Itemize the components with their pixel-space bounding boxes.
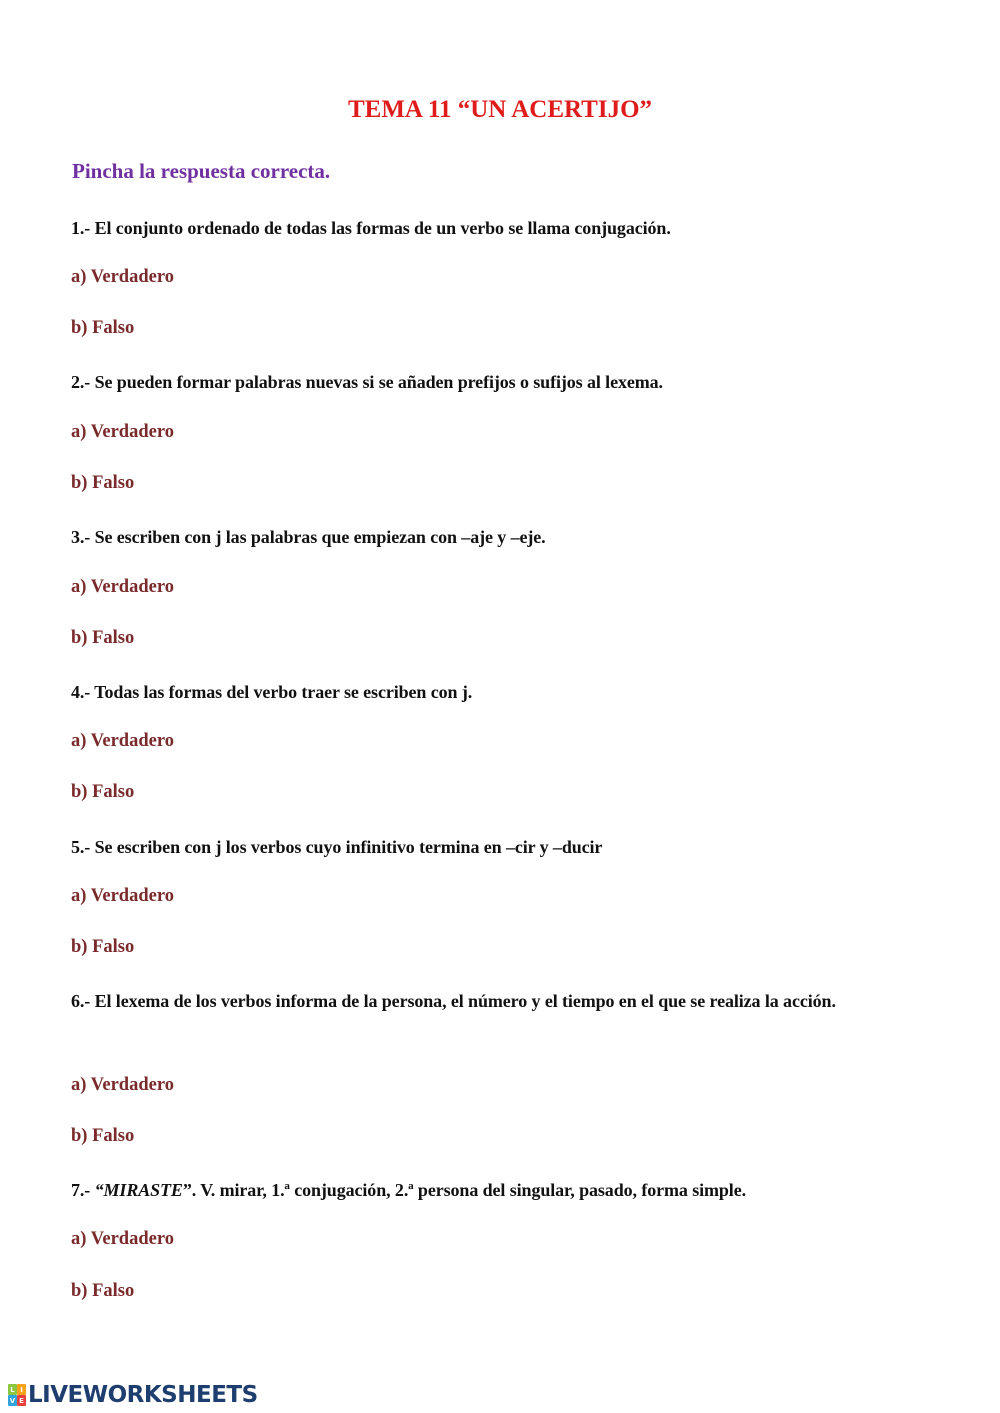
- logo-block-e: E: [17, 1395, 26, 1406]
- live-blocks-icon: [8, 1384, 26, 1406]
- question-3: 3.- Se escriben con j las palabras que empiezan con –aje y –eje.: [71, 527, 546, 547]
- option-2b-falso[interactable]: b) Falso: [71, 473, 135, 493]
- option-4b-falso[interactable]: b) Falso: [71, 782, 135, 802]
- option-3b-falso[interactable]: b) Falso: [71, 628, 135, 648]
- option-7a-verdadero[interactable]: a) Verdadero: [71, 1229, 174, 1249]
- option-2a-verdadero[interactable]: a) Verdadero: [71, 422, 174, 442]
- question-5: 5.- Se escriben con j los verbos cuyo infinitivo termina en –cir y –ducir: [71, 837, 603, 857]
- question-2: 2.- Se pueden formar palabras nuevas si se añaden prefijos o sufijos al lexema.: [71, 372, 663, 392]
- option-5b-falso[interactable]: b) Falso: [71, 937, 135, 957]
- logo-block-l: L: [8, 1384, 17, 1395]
- option-4a-verdadero[interactable]: a) Verdadero: [71, 731, 174, 751]
- option-3a-verdadero[interactable]: a) Verdadero: [71, 577, 174, 597]
- option-6a-verdadero[interactable]: a) Verdadero: [71, 1075, 174, 1095]
- option-1b-falso[interactable]: b) Falso: [71, 318, 135, 338]
- option-6b-falso[interactable]: b) Falso: [71, 1126, 135, 1146]
- question-7-word: “MIRASTE: [94, 1180, 183, 1200]
- option-1a-verdadero[interactable]: a) Verdadero: [71, 267, 174, 287]
- logo-block-i: I: [17, 1384, 26, 1395]
- question-4: 4.- Todas las formas del verbo traer se escriben con j.: [71, 682, 473, 702]
- question-7-suffix: ”. V. mirar, 1.ª conjugación, 2.ª persona del singular, pasado, forma simple.: [182, 1180, 746, 1200]
- question-7-prefix: 7.-: [71, 1180, 95, 1200]
- question-7: [71, 1173, 928, 1207]
- option-5a-verdadero[interactable]: a) Verdadero: [71, 886, 174, 906]
- liveworksheets-logo: [8, 1382, 258, 1408]
- question-1: 1.- El conjunto ordenado de todas las formas de un verbo se llama conjugación.: [71, 218, 671, 238]
- question-6: 6.- El lexema de los verbos informa de la persona, el número y el tiempo en el que se realiza la acción.: [71, 991, 836, 1011]
- logo-text: LIVEWORKSHEETS: [28, 1382, 258, 1408]
- logo-block-v: V: [9, 1396, 16, 1405]
- instructions: Pincha la respuesta correcta.: [72, 159, 331, 183]
- option-7b-falso[interactable]: b) Falso: [71, 1281, 135, 1301]
- worksheet-title: TEMA 11 “UN ACERTIJO”: [347, 96, 653, 123]
